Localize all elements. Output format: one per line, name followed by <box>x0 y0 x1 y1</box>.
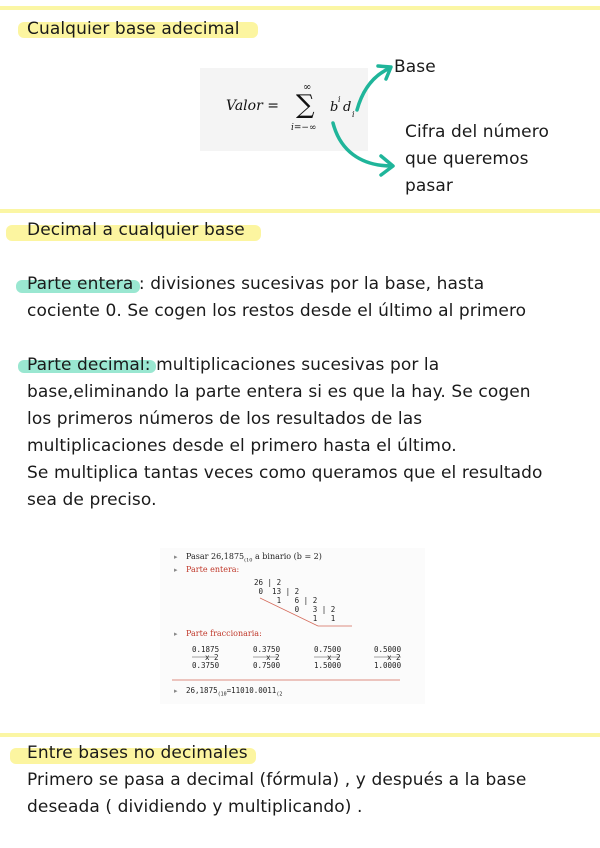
formula-sum-bottom: i=−∞ <box>291 123 317 133</box>
mult-factor: x 2 <box>266 653 280 662</box>
arrow-base-icon <box>357 68 390 110</box>
entera-line1 <box>27 271 484 298</box>
bullet-icon: ▸ <box>174 566 178 574</box>
entera-line2: cociente 0. Se cogen los restos desde el último al primero <box>27 301 527 321</box>
decimal-line5: Se multiplica tantas veces como queramos que el resultado <box>27 463 543 483</box>
divider-2 <box>0 209 600 213</box>
section-heading-decimal: Decimal a cualquier base <box>27 220 245 240</box>
formula-lhs: Valor = <box>226 98 279 114</box>
mult-result: 0.7500 <box>253 661 281 670</box>
figure-arrow-entera-icon <box>160 548 425 704</box>
mult-factor: x 2 <box>327 653 341 662</box>
decimal-line3: los primeros números de los resultados de las <box>27 409 423 429</box>
decimal-line1 <box>27 352 439 379</box>
mult-result: 1.5000 <box>314 661 342 670</box>
decimal-line2: base,eliminando la parte entera si es que la hay. Se cogen <box>27 382 531 402</box>
formula-sum-top: ∞ <box>303 82 312 93</box>
decimal-line4: multiplicaciones desde el primero hasta el último. <box>27 436 457 456</box>
section-heading-bases: Cualquier base adecimal <box>27 19 240 39</box>
label-cifra-line3: pasar <box>405 176 453 196</box>
label-base: Base <box>394 57 436 77</box>
mult-result: 0.3750 <box>192 661 220 670</box>
formula-term-sub: i <box>352 110 355 119</box>
no-decimales-line1: Primero se pasa a decimal (fórmula) , y después a la base <box>27 770 527 790</box>
bullet-icon: ▸ <box>174 630 178 638</box>
bullet-icon: ▸ <box>174 553 178 561</box>
mult-factor: x 2 <box>387 653 401 662</box>
figure-title: Pasar $26,1875_{(10}$ a binario (b = 2) <box>186 552 322 564</box>
decimal-label: Parte decimal: <box>27 355 151 375</box>
mult-result: 1.0000 <box>374 661 402 670</box>
division-row: 0 3 | 2 <box>254 605 336 614</box>
formula-term-exp: i <box>338 95 341 104</box>
mult-top: 0.7500 <box>314 645 342 654</box>
formula-sum-symbol: ∑ <box>296 90 315 120</box>
figure-entera-heading: Parte entera: <box>186 565 240 574</box>
label-cifra-line1: Cifra del número <box>405 122 549 142</box>
bullet-icon: ▸ <box>174 687 178 695</box>
mult-top: 0.5000 <box>374 645 402 654</box>
formula-term-base: b <box>330 100 339 115</box>
decimal-line6: sea de preciso. <box>27 490 157 510</box>
figure-fraccionaria-heading: Parte fraccionaria: <box>186 629 262 638</box>
division-row: 1 6 | 2 <box>254 596 318 605</box>
mult-top: 0.3750 <box>253 645 281 654</box>
no-decimales-line2: deseada ( dividiendo y multiplicando) . <box>27 797 363 817</box>
division-row: 0 13 | 2 <box>254 587 300 596</box>
section-heading-no-decimales: Entre bases no decimales <box>27 743 248 763</box>
formula-term-digit: d <box>343 100 352 115</box>
entera-label: Parte entera <box>27 274 134 294</box>
mult-top: 0.1875 <box>192 645 220 654</box>
mult-factor: x 2 <box>205 653 219 662</box>
label-cifra-line2: que queremos <box>405 149 529 169</box>
division-row: 1 1 <box>254 614 336 623</box>
conversion-example-figure <box>160 548 425 704</box>
entera-text: : divisiones sucesivas por la base, hasta <box>133 274 485 294</box>
figure-result: $26,1875_{(10}=11010.0011_{(2}$ <box>186 686 283 698</box>
decimal-text: multiplicaciones sucesivas por la <box>150 355 440 375</box>
divider-3 <box>0 733 600 737</box>
division-row: 26 | 2 <box>254 578 282 587</box>
